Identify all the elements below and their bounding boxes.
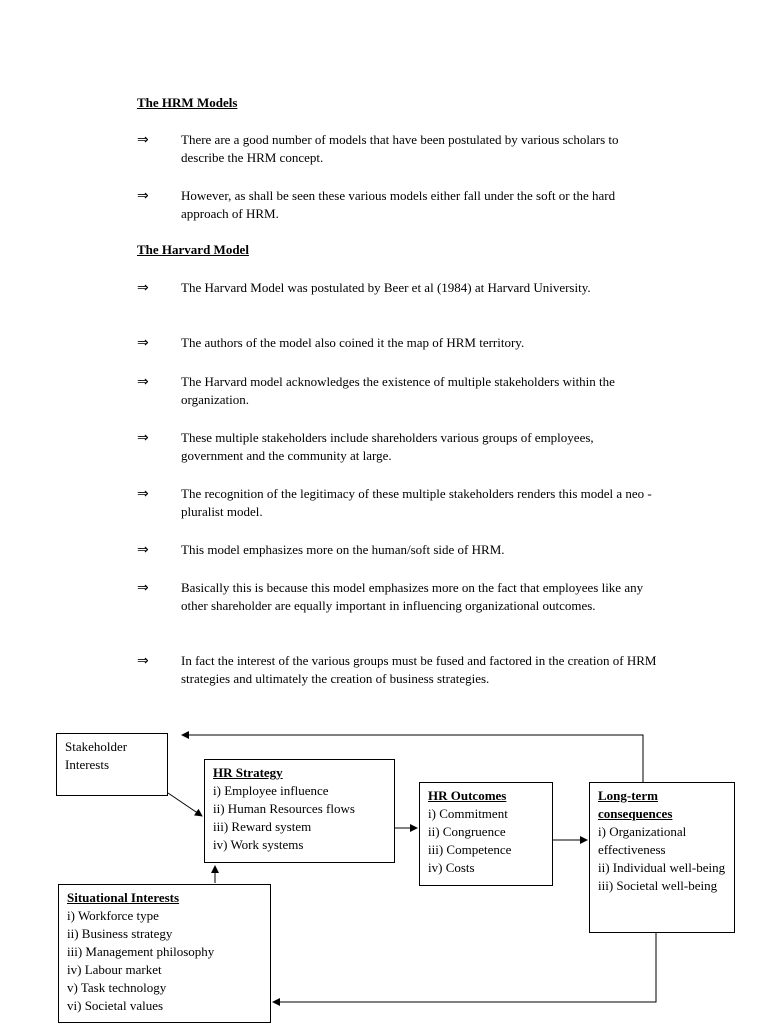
hr-strategy-box [204,759,395,863]
situational-item: vi) Societal values [67,998,164,1013]
bullet-text: In fact the interest of the various groups must be fused and factored in the creation of HRM strategies and ultimately the creation of business strategies. [181,653,657,686]
double-arrow-icon: ⇒ [137,486,149,502]
situational-item: i) Workforce type [67,908,159,923]
double-arrow-icon: ⇒ [137,132,149,148]
situational-item: iii) Management philosophy [67,944,215,959]
heading-harvard-model: The Harvard Model [137,242,249,257]
situational-interests-box [58,884,271,1023]
long-term-item: i) Organizational effectiveness [598,824,687,857]
double-arrow-icon: ⇒ [137,653,149,669]
hr-outcomes-item: iii) Competence [428,842,512,857]
stakeholder-interests-label: Stakeholder Interests [65,739,128,772]
bullet-text: The Harvard model acknowledges the existence of multiple stakeholders within the organization. [181,374,615,407]
arrow-feedback-bottom [273,933,656,1002]
double-arrow-icon: ⇒ [137,335,149,351]
situational-item: v) Task technology [67,980,167,995]
situational-title: Situational Interests [67,890,180,905]
bullet-text: The Harvard Model was postulated by Beer et al (1984) at Harvard University. [181,280,591,295]
hr-strategy-title: HR Strategy [213,765,283,780]
long-term-title: Long-term consequences [598,788,673,821]
hr-outcomes-title: HR Outcomes [428,788,507,803]
bullet-text: This model emphasizes more on the human/soft side of HRM. [181,542,505,557]
double-arrow-icon: ⇒ [137,280,149,296]
situational-item: iv) Labour market [67,962,162,977]
bullet-text: The authors of the model also coined it the map of HRM territory. [181,335,525,350]
hr-strategy-item: ii) Human Resources flows [213,801,355,816]
bullet-text: There are a good number of models that have been postulated by various scholars to describe the HRM concept. [181,132,619,165]
hr-outcomes-item: ii) Congruence [428,824,506,839]
bullet-text: However, as shall be seen these various models either fall under the soft or the hard approach of HRM. [181,188,616,221]
long-term-consequences-box [589,782,735,933]
double-arrow-icon: ⇒ [137,542,149,558]
hr-strategy-item: i) Employee influence [213,783,329,798]
double-arrow-icon: ⇒ [137,374,149,390]
bullet-text: The recognition of the legitimacy of these multiple stakeholders renders this model a neo - pluralist model. [181,486,652,519]
double-arrow-icon: ⇒ [137,430,149,446]
bullet-text: Basically this is because this model emphasizes more on the fact that employees like any other shareholder are equally important in influencing organizational outcomes. [181,580,644,613]
long-term-item: ii) Individual well-being [598,860,726,875]
bullet-text: These multiple stakeholders include shareholders various groups of employees, government and the community at large. [181,430,594,463]
heading-hrm-models: The HRM Models [137,95,238,110]
hr-outcomes-box [419,782,553,886]
double-arrow-icon: ⇒ [137,188,149,204]
hr-outcomes-item: i) Commitment [428,806,508,821]
stakeholder-interests-box [56,733,168,796]
long-term-item: iii) Societal well-being [598,878,718,893]
double-arrow-icon: ⇒ [137,580,149,596]
situational-item: ii) Business strategy [67,926,173,941]
hr-strategy-item: iii) Reward system [213,819,312,834]
hr-outcomes-item: iv) Costs [428,860,475,875]
hr-strategy-item: iv) Work systems [213,837,304,852]
arrow-stakeholder-to-strategy [168,793,202,816]
